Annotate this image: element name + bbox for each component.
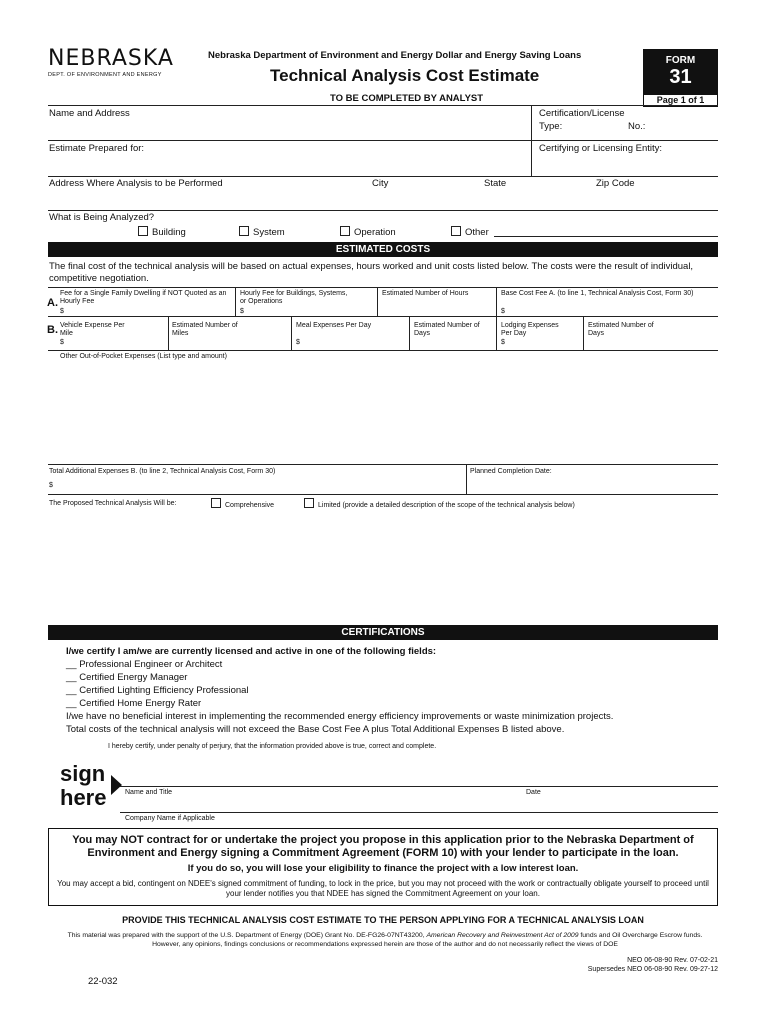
sign-here (60, 762, 106, 810)
cert-lead: I/we certify I am/we are currently licensed and active in one of the following fields: (66, 646, 437, 657)
signature-line[interactable] (120, 786, 718, 787)
here-word: here (60, 785, 107, 810)
b-meal-dollar: $ (296, 339, 300, 346)
planned-date-label: Planned Completion Date: (470, 468, 552, 475)
type-label: Type: (539, 121, 563, 132)
sign-word: sign (60, 761, 106, 786)
b-days1-label: Estimated Number of Days (414, 322, 480, 337)
revision-superseded: Supersedes NEO 06-08-90 Rev. 09-27-12 (587, 966, 718, 973)
other-checkbox[interactable] (451, 226, 461, 236)
a-fee-dollar: $ (60, 308, 64, 315)
option-operation[interactable]: Operation (340, 226, 396, 238)
provide-statement: PROVIDE THIS TECHNICAL ANALYSIS COST ESTIMATE TO THE PERSON APPLYING FOR A TECHNICAL ANALYSIS LOAN (122, 915, 644, 925)
a-base-dollar: $ (501, 308, 505, 315)
state-label: State (484, 178, 507, 189)
b-days2-label: Estimated Number of Days (588, 322, 654, 337)
cert-list (66, 658, 613, 736)
row-b-label: B. (47, 324, 58, 336)
proposed-label: The Proposed Technical Analysis Will be: (49, 500, 177, 507)
a-hourly-label: Hourly Fee for Buildings, Systems, or Operations (240, 290, 348, 305)
revision-info (500, 956, 718, 974)
notice-box (48, 828, 718, 906)
what-analyzed-label: What is Being Analyzed? (49, 212, 155, 223)
dept-line: Nebraska Department of Environment and Energy Dollar and Energy Saving Loans (208, 50, 582, 61)
a-hours-label: Estimated Number of Hours (382, 290, 469, 297)
a-hourly-dollar: $ (240, 308, 244, 315)
cert-license-label: Certification/License (539, 108, 625, 119)
b-lodging-label: Lodging Expenses Per Day (501, 322, 559, 337)
logo-word: NEBRASKA (48, 46, 174, 71)
page-number: Page 1 of 1 (643, 94, 718, 107)
comprehensive-checkbox[interactable] (211, 498, 221, 508)
zip-label: Zip Code (596, 178, 635, 189)
a-fee-label: Fee for a Single Family Dwelling if NOT Quoted as an Hourly Fee (60, 290, 227, 305)
form-label: FORM (665, 55, 696, 66)
estimated-intro: The final cost of the technical analysis will be based on actual expenses, hours worked and unit costs listed below. The costs were the result of individual, competitive negotiation. (49, 261, 694, 284)
notice-bold: You may NOT contract for or undertake the project you propose in this application prior to the Nebraska Department of Environment and Energy signing a Commitment Agreement (FORM 10) with your lender to participate in the loan. (72, 834, 694, 859)
analyst-note: TO BE COMPLETED BY ANALYST (330, 93, 484, 104)
total-b-label: Total Additional Expenses B. (to line 2, Technical Analysis Cost, Form 30) (49, 468, 276, 475)
total-b-dollar: $ (49, 482, 53, 489)
option-other[interactable]: Other (451, 226, 489, 238)
company-label: Company Name if Applicable (125, 815, 215, 822)
a-base-label: Base Cost Fee A. (to line 1, Technical Analysis Cost, Form 30) (501, 290, 694, 297)
address-analysis-label: Address Where Analysis to be Performed (49, 178, 223, 189)
city-label: City (372, 178, 389, 189)
option-building[interactable]: Building (138, 226, 186, 238)
certifications-header: CERTIFICATIONS (48, 625, 718, 640)
limited-checkbox[interactable] (304, 498, 314, 508)
name-title-label: Name and Title (125, 789, 173, 796)
name-address-label: Name and Address (49, 108, 130, 119)
date-label: Date (526, 789, 541, 796)
b-miles-label: Estimated Number of Miles (172, 322, 238, 337)
cert-item: __ Certified Lighting Efficiency Professional (66, 685, 249, 696)
estimate-for-label: Estimate Prepared for: (49, 143, 145, 154)
option-system[interactable]: System (239, 226, 285, 238)
sign-arrow-icon (111, 775, 122, 795)
estimated-costs-header: ESTIMATED COSTS (48, 242, 718, 257)
option-comprehensive[interactable]: Comprehensive (211, 498, 274, 510)
cert-item: __ Professional Engineer or Architect (66, 659, 223, 670)
total-costs-statement: Total costs of the technical analysis will not exceed the Base Cost Fee A plus Total Additional Expenses B listed above. (66, 724, 565, 735)
support-statement: This material was prepared with the support of the U.S. Department of Energy (DOE) Grant No. DE-FG26-07NT43200, American Recovery and Reinvestment Act of 2009 funds and Oil Overcharge Escrow funds. However, any opinions, findings conclusions or recommendations expressed herein are those of the author and do not necessarily reflect the views of DOE (67, 932, 703, 948)
logo (48, 46, 178, 78)
no-label: No.: (628, 121, 646, 132)
page-title: Technical Analysis Cost Estimate (270, 66, 540, 85)
perjury-statement: I hereby certify, under penalty of perjury, that the information provided above is true, correct and complete. (108, 743, 437, 750)
form-number: 31 (669, 66, 692, 88)
operation-checkbox[interactable] (340, 226, 350, 236)
other-oop-label: Other Out-of-Pocket Expenses (List type and amount) (60, 353, 227, 360)
other-text-line[interactable] (494, 236, 718, 237)
logo-sub: DEPT. OF ENVIRONMENT AND ENERGY (48, 72, 162, 78)
cert-item: __ Certified Energy Manager (66, 672, 188, 683)
company-line[interactable] (120, 812, 718, 813)
notice-warning: If you do so, you will lose your eligibility to finance the project with a low interest loan. (187, 863, 579, 874)
row-a-label: A. (47, 297, 58, 309)
no-interest-statement: I/we have no beneficial interest in implementing the recommended energy efficiency improvements or waste minimization projects. (66, 711, 614, 722)
b-vehicle-label: Vehicle Expense Per Mile (60, 322, 125, 337)
system-checkbox[interactable] (239, 226, 249, 236)
b-vehicle-dollar: $ (60, 339, 64, 346)
building-checkbox[interactable] (138, 226, 148, 236)
b-meal-label: Meal Expenses Per Day (296, 322, 372, 329)
option-limited[interactable]: Limited (provide a detailed description of the scope of the technical analysis below) (304, 498, 575, 510)
cert-entity-label: Certifying or Licensing Entity: (539, 143, 663, 154)
form-box (643, 49, 718, 94)
cert-item: __ Certified Home Energy Rater (66, 698, 202, 709)
revision-current: NEO 06-08-90 Rev. 07-02-21 (627, 957, 718, 964)
b-lodging-dollar: $ (501, 339, 505, 346)
notice-normal: You may accept a bid, contingent on NDEE's signed commitment of funding, to lock in the price, but you may not proceed with the work or contractually obligate yourself to proceed until your lender notifies you that NDEE has signed the Commitment Agreement on your loan. (57, 879, 709, 898)
form-code: 22-032 (88, 976, 118, 987)
